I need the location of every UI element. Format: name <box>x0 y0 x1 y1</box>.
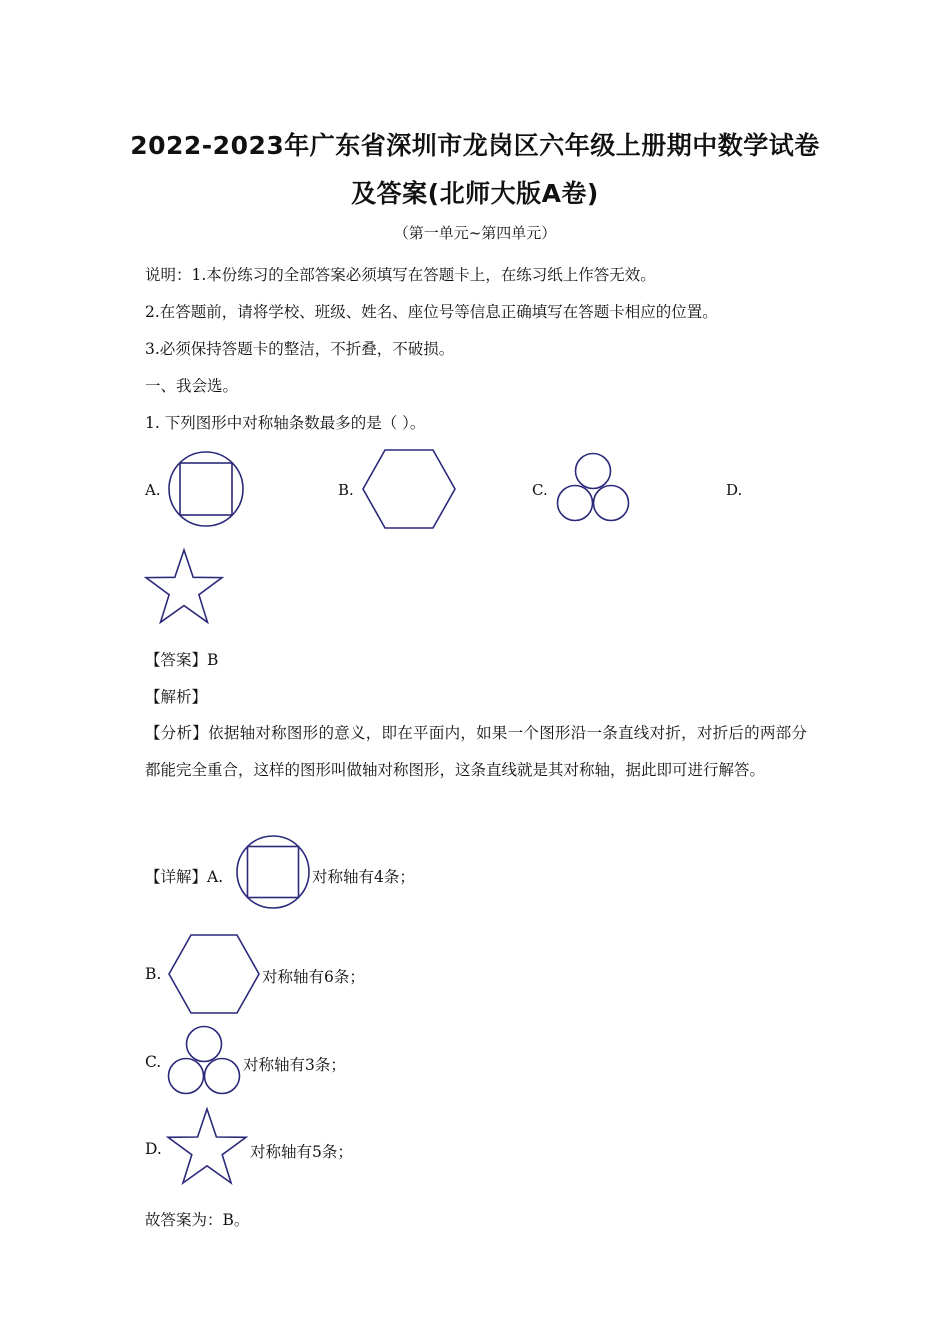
detail-b-prefix: B. <box>145 965 162 983</box>
option-b-label: B. <box>338 481 354 499</box>
detail-c-three-circles-figure <box>166 1025 246 1097</box>
option-a-circle-square-figure <box>167 451 247 531</box>
section-heading: 一、我会选。 <box>145 377 239 395</box>
question-1: 1. 下列图形中对称轴条数最多的是（ ）。 <box>145 414 426 432</box>
option-d-star-figure <box>142 548 226 628</box>
instruction-2: 2.在答题前，请将学校、班级、姓名、座位号等信息正确填写在答题卡相应的位置。 <box>145 303 718 321</box>
detail-b-text: 对称轴有6条； <box>262 968 365 986</box>
detail-a-prefix: 【详解】A. <box>145 868 224 886</box>
detail-a-text: 对称轴有4条； <box>312 868 415 886</box>
option-c-label: C. <box>532 481 548 499</box>
detail-c-text: 对称轴有3条； <box>243 1056 346 1074</box>
detail-d-prefix: D. <box>145 1140 162 1158</box>
page-title-line1: 2022-2023年广东省深圳市龙岗区六年级上册期中数学试卷 <box>130 131 820 160</box>
option-c-three-circles-figure <box>555 452 635 524</box>
instruction-3: 3.必须保持答题卡的整洁，不折叠，不破损。 <box>145 340 455 358</box>
instruction-1: 说明：1.本份练习的全部答案必须填写在答题卡上，在练习纸上作答无效。 <box>145 266 656 284</box>
detail-d-star-figure <box>164 1107 250 1189</box>
detail-d-text: 对称轴有5条； <box>250 1143 353 1161</box>
page-title-line2: 及答案(北师大版A卷) <box>351 179 599 208</box>
answer-line: 【答案】B <box>145 651 219 669</box>
analysis-paragraph: 【分析】依据轴对称图形的意义，即在平面内，如果一个图形沿一条直线对折，对折后的两部分都能完全重合，这样的图形叫做轴对称图形，这条直线就是其对称轴，据此即可进行解答。 <box>145 724 807 779</box>
option-b-hexagon-figure <box>361 448 457 530</box>
conclusion-line: 故答案为：B。 <box>145 1211 250 1229</box>
option-d-label: D. <box>726 481 743 499</box>
detail-b-hexagon-figure <box>167 933 261 1015</box>
analysis-heading: 【解析】 <box>145 688 208 706</box>
detail-c-prefix: C. <box>145 1053 162 1071</box>
page-subtitle: （第一单元~第四单元） <box>393 224 557 242</box>
option-a-label: A. <box>145 481 161 499</box>
detail-a-circle-square-figure <box>235 834 313 912</box>
